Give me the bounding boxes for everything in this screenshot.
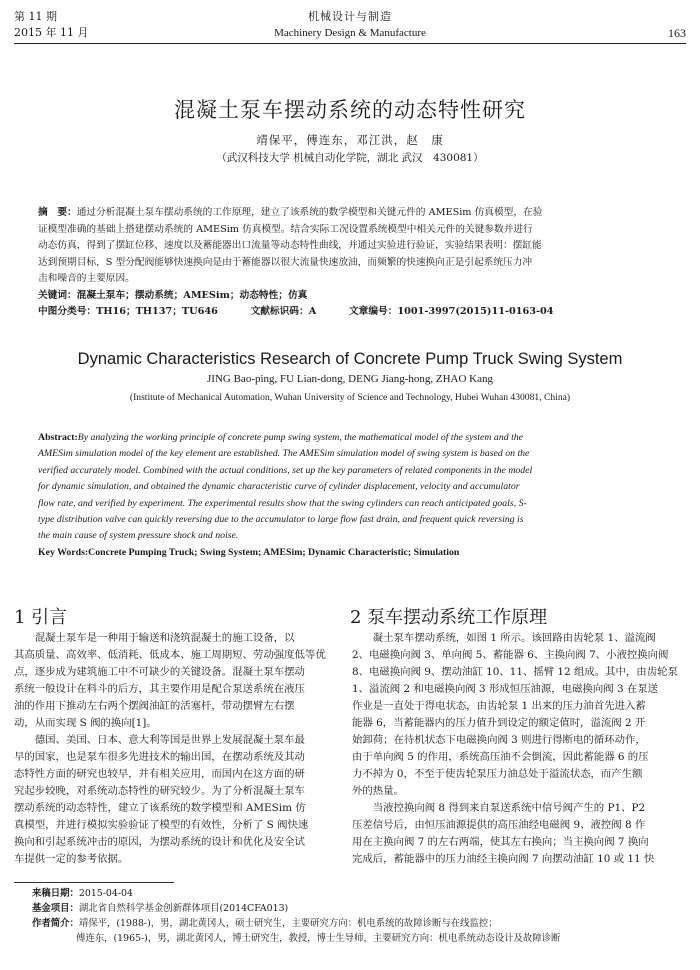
body-line: 当液控换向阀 8 得到来自泵送系统中信号阀产生的 P1、P2 bbox=[352, 802, 646, 814]
abstract-cn-line: 击和噪音的主要原因。 bbox=[38, 273, 135, 284]
body-line: 外的热量。 bbox=[352, 785, 404, 797]
body-line: 作业是一直处于得电状态，由齿轮泵 1 出来的压力油首先进入蓄 bbox=[352, 700, 646, 712]
body-line: 2、电磁换向阀 3、单向阀 5、蓄能器 6、主换向阀 7、小液控换向阀 bbox=[352, 649, 669, 661]
abstract-cn-line: 达到预期目标，S 型分配阀能够快速换向是由于蓄能器以很大流量快速放油，而频繁的快速换向正是引起系统压力冲 bbox=[38, 256, 533, 268]
body-line: 态特性方面的研究也较早，并有相关应用，而国内在这方面的研 bbox=[14, 768, 305, 780]
body-line: 完成后，蓄能器中的压力油经主换向阀 7 向摆动油缸 10 或 11 快 bbox=[352, 853, 655, 865]
body-line: 早的国家，也是泵车很多先进技术的输出国，在摆动系统及其动 bbox=[14, 751, 305, 763]
body-line: 究起步较晚，对系统动态特性的研究较少。为了分析混凝土泵车 bbox=[14, 785, 305, 797]
classification-line: 中图分类号：TH16；TH137；TU646 文献标识码：A 文章编号：1001-3997(2015)11-0163-04 bbox=[38, 306, 554, 317]
body-line: 力不掉为 0，不至于使齿轮泵压力油总处于溢流状态，而产生额 bbox=[352, 768, 643, 780]
issue-number: 第 11 期 bbox=[14, 10, 57, 23]
section-1-body bbox=[14, 630, 332, 868]
body-line: 点，逐步成为建筑施工中不可缺少的关键设备。混凝土泵车摆动 bbox=[14, 666, 305, 678]
body-line: 8、电磁换向阀 9、摆动油缸 10、11、摇臂 12 组成。其中，由齿轮泵 bbox=[352, 666, 678, 678]
section-2-body bbox=[352, 630, 686, 868]
page-number: 163 bbox=[668, 26, 686, 40]
body-line: 1、溢流阀 2 和电磁换向阀 3 形成恒压油源，电磁换向阀 3 在泵送 bbox=[352, 683, 659, 695]
abstract-cn-label: 摘 要： bbox=[38, 207, 77, 218]
abstract-en-line: the main cause of system pressure shock and noise. bbox=[38, 530, 239, 542]
body-line: 其高质量、高效率、低消耗、低成本、施工周期短、劳动强度低等优 bbox=[14, 649, 326, 661]
body-line: 德国、美国、日本、意大利等国是世界上发展混凝土泵车最 bbox=[14, 734, 305, 746]
affiliation-cn: （武汉科技大学 机械自动化学院，湖北 武汉 430081） bbox=[216, 152, 484, 164]
journal-title-cn: 机械设计与制造 bbox=[308, 10, 392, 23]
abstract-en-line: flow rate, and verified by experiment. The experimental results show that the swing cylinders can reach anticipated goals, S- bbox=[38, 497, 527, 509]
footnote-author-1: 作者简介：靖保平，(1988-)，男，湖北黄冈人，硕士研究生，主要研究方向：机电系统的故障诊断与在线监控； bbox=[32, 918, 498, 929]
abstract-cn bbox=[38, 205, 658, 321]
abstract-en-line: for dynamic simulation, and obtained the dynamic characteristic curve of cylinder displacement, velocity and accumulator bbox=[38, 481, 520, 493]
authors-en: JING Bao-ping, FU Lian-dong, DENG Jiang-hong, ZHAO Kang bbox=[207, 373, 493, 385]
paper-title-cn: 混凝土泵车摆动系统的动态特性研究 bbox=[174, 98, 526, 122]
abstract-cn-line: 动态仿真，得到了摆缸位移、速度以及蓄能器出口流量等动态特性曲线，并通过实验进行验证，实验结果表明：摆缸能 bbox=[38, 240, 542, 251]
body-line: 油的作用下推动左右两个摆阀油缸的活塞杆，带动摆臂左右摆 bbox=[14, 700, 295, 712]
abstract-en-label: Abstract: bbox=[38, 432, 78, 443]
abstract-en-line: type distribution valve can quickly reversing due to the accumulator to large flow fast drain, and frequent quick reversing is bbox=[38, 514, 524, 526]
abstract-cn-line: 摘 要：通过分析混凝土泵车摆动系统的工作原理，建立了该系统的数学模型和关键元件的 AMESim 仿真模型，在验 bbox=[38, 207, 543, 218]
paper-title-en: Dynamic Characteristics Research of Concrete Pump Truck Swing System bbox=[77, 350, 623, 368]
footnotes bbox=[32, 886, 692, 946]
body-line: 车提供一定的参考依据。 bbox=[14, 853, 129, 865]
body-line: 由于单向阀 5 的作用，系统高压油不会倒流，因此蓄能器 6 的压 bbox=[352, 751, 649, 763]
body-line: 混凝土泵车是一种用于输送和浇筑混凝土的施工设备，以 bbox=[14, 632, 295, 644]
footnote-received: 来稿日期：2015-04-04 bbox=[32, 888, 133, 899]
abstract-en bbox=[38, 430, 660, 561]
journal-title-en: Machinery Design & Manufacture bbox=[274, 27, 426, 39]
abstract-en-line: Abstract:By analyzing the working principle of concrete pump swing system, the mathematical model of the system and the bbox=[38, 432, 524, 443]
abstract-en-line: verified accurately model. Combined with the actual conditions, set up the key parameters of related components in the model bbox=[38, 464, 533, 476]
section-2-heading: 2 泵车摆动系统工作原理 bbox=[350, 607, 548, 628]
keywords-cn: 关键词：混凝土泵车；摆动系统；AMESim；动态特性；仿真 bbox=[38, 289, 308, 301]
header-rule bbox=[14, 43, 686, 44]
section-1-heading: 1 引言 bbox=[14, 607, 68, 628]
issue-date: 2015 年 11 月 bbox=[14, 26, 89, 39]
authors-cn: 靖保平，傅连东，邓江洪，赵 康 bbox=[256, 133, 444, 147]
body-line: 真模型，并进行模拟实验验证了模型的有效性，分析了 S 阀快速 bbox=[14, 819, 309, 831]
footnote-fund: 基金项目：湖北省自然科学基金创新群体项目(2014CFA013) bbox=[32, 903, 289, 914]
affiliation-en: (Institute of Mechanical Automation, Wuhan University of Science and Technology, Hubei Wuhan 430081, China) bbox=[129, 392, 571, 403]
abstract-en-line: AMESim simulation model of the key element are established. The AMESim simulation model of swing system is based on the bbox=[38, 448, 530, 460]
keywords-en: Key Words:Concrete Pumping Truck; Swing System; AMESim; Dynamic Characteristic; Simulation bbox=[38, 546, 460, 558]
body-line: 压差信号后，由恒压油源提供的高压油经电磁阀 9、液控阀 8 作 bbox=[352, 819, 646, 831]
abstract-cn-line: 证模型准确的基础上搭建摆动系统的 AMESim 仿真模型。结合实际工况设置系统模型中相关元件的关键参数并进行 bbox=[38, 223, 533, 235]
body-line: 摆动系统的动态特性，建立了该系统的数学模型和 AMESim 仿 bbox=[14, 802, 306, 814]
footnote-rule bbox=[14, 882, 174, 883]
footnote-author-2: 傅连东，(1965-)，男，湖北黄冈人，博士研究生，教授，博士生导师，主要研究方向：机电系统动态设计及故障诊断 bbox=[76, 933, 561, 944]
body-line: 系统一般设计在料斗的后方，其主要作用是配合泵送系统在液压 bbox=[14, 683, 305, 695]
body-line: 换向和引起系统冲击的原因，为摆动系统的设计和优化及安全试 bbox=[14, 836, 305, 848]
body-line: 始卸荷；在待机状态下电磁换向阀 3 则进行得断电的循环动作， bbox=[352, 734, 646, 746]
body-line: 用在主换向阀 7 的左右两端，使其左右换向；当主换向阀 7 换向 bbox=[352, 836, 649, 848]
body-line: 动，从而实现 S 阀的换向[1]。 bbox=[14, 717, 157, 729]
body-line: 能器 6，当蓄能器内的压力值升到设定的额定值时，溢流阀 2 开 bbox=[352, 717, 646, 729]
body-line: 凝土泵车摆动系统，如图 1 所示。该回路由齿轮泵 1、溢流阀 bbox=[352, 632, 656, 644]
